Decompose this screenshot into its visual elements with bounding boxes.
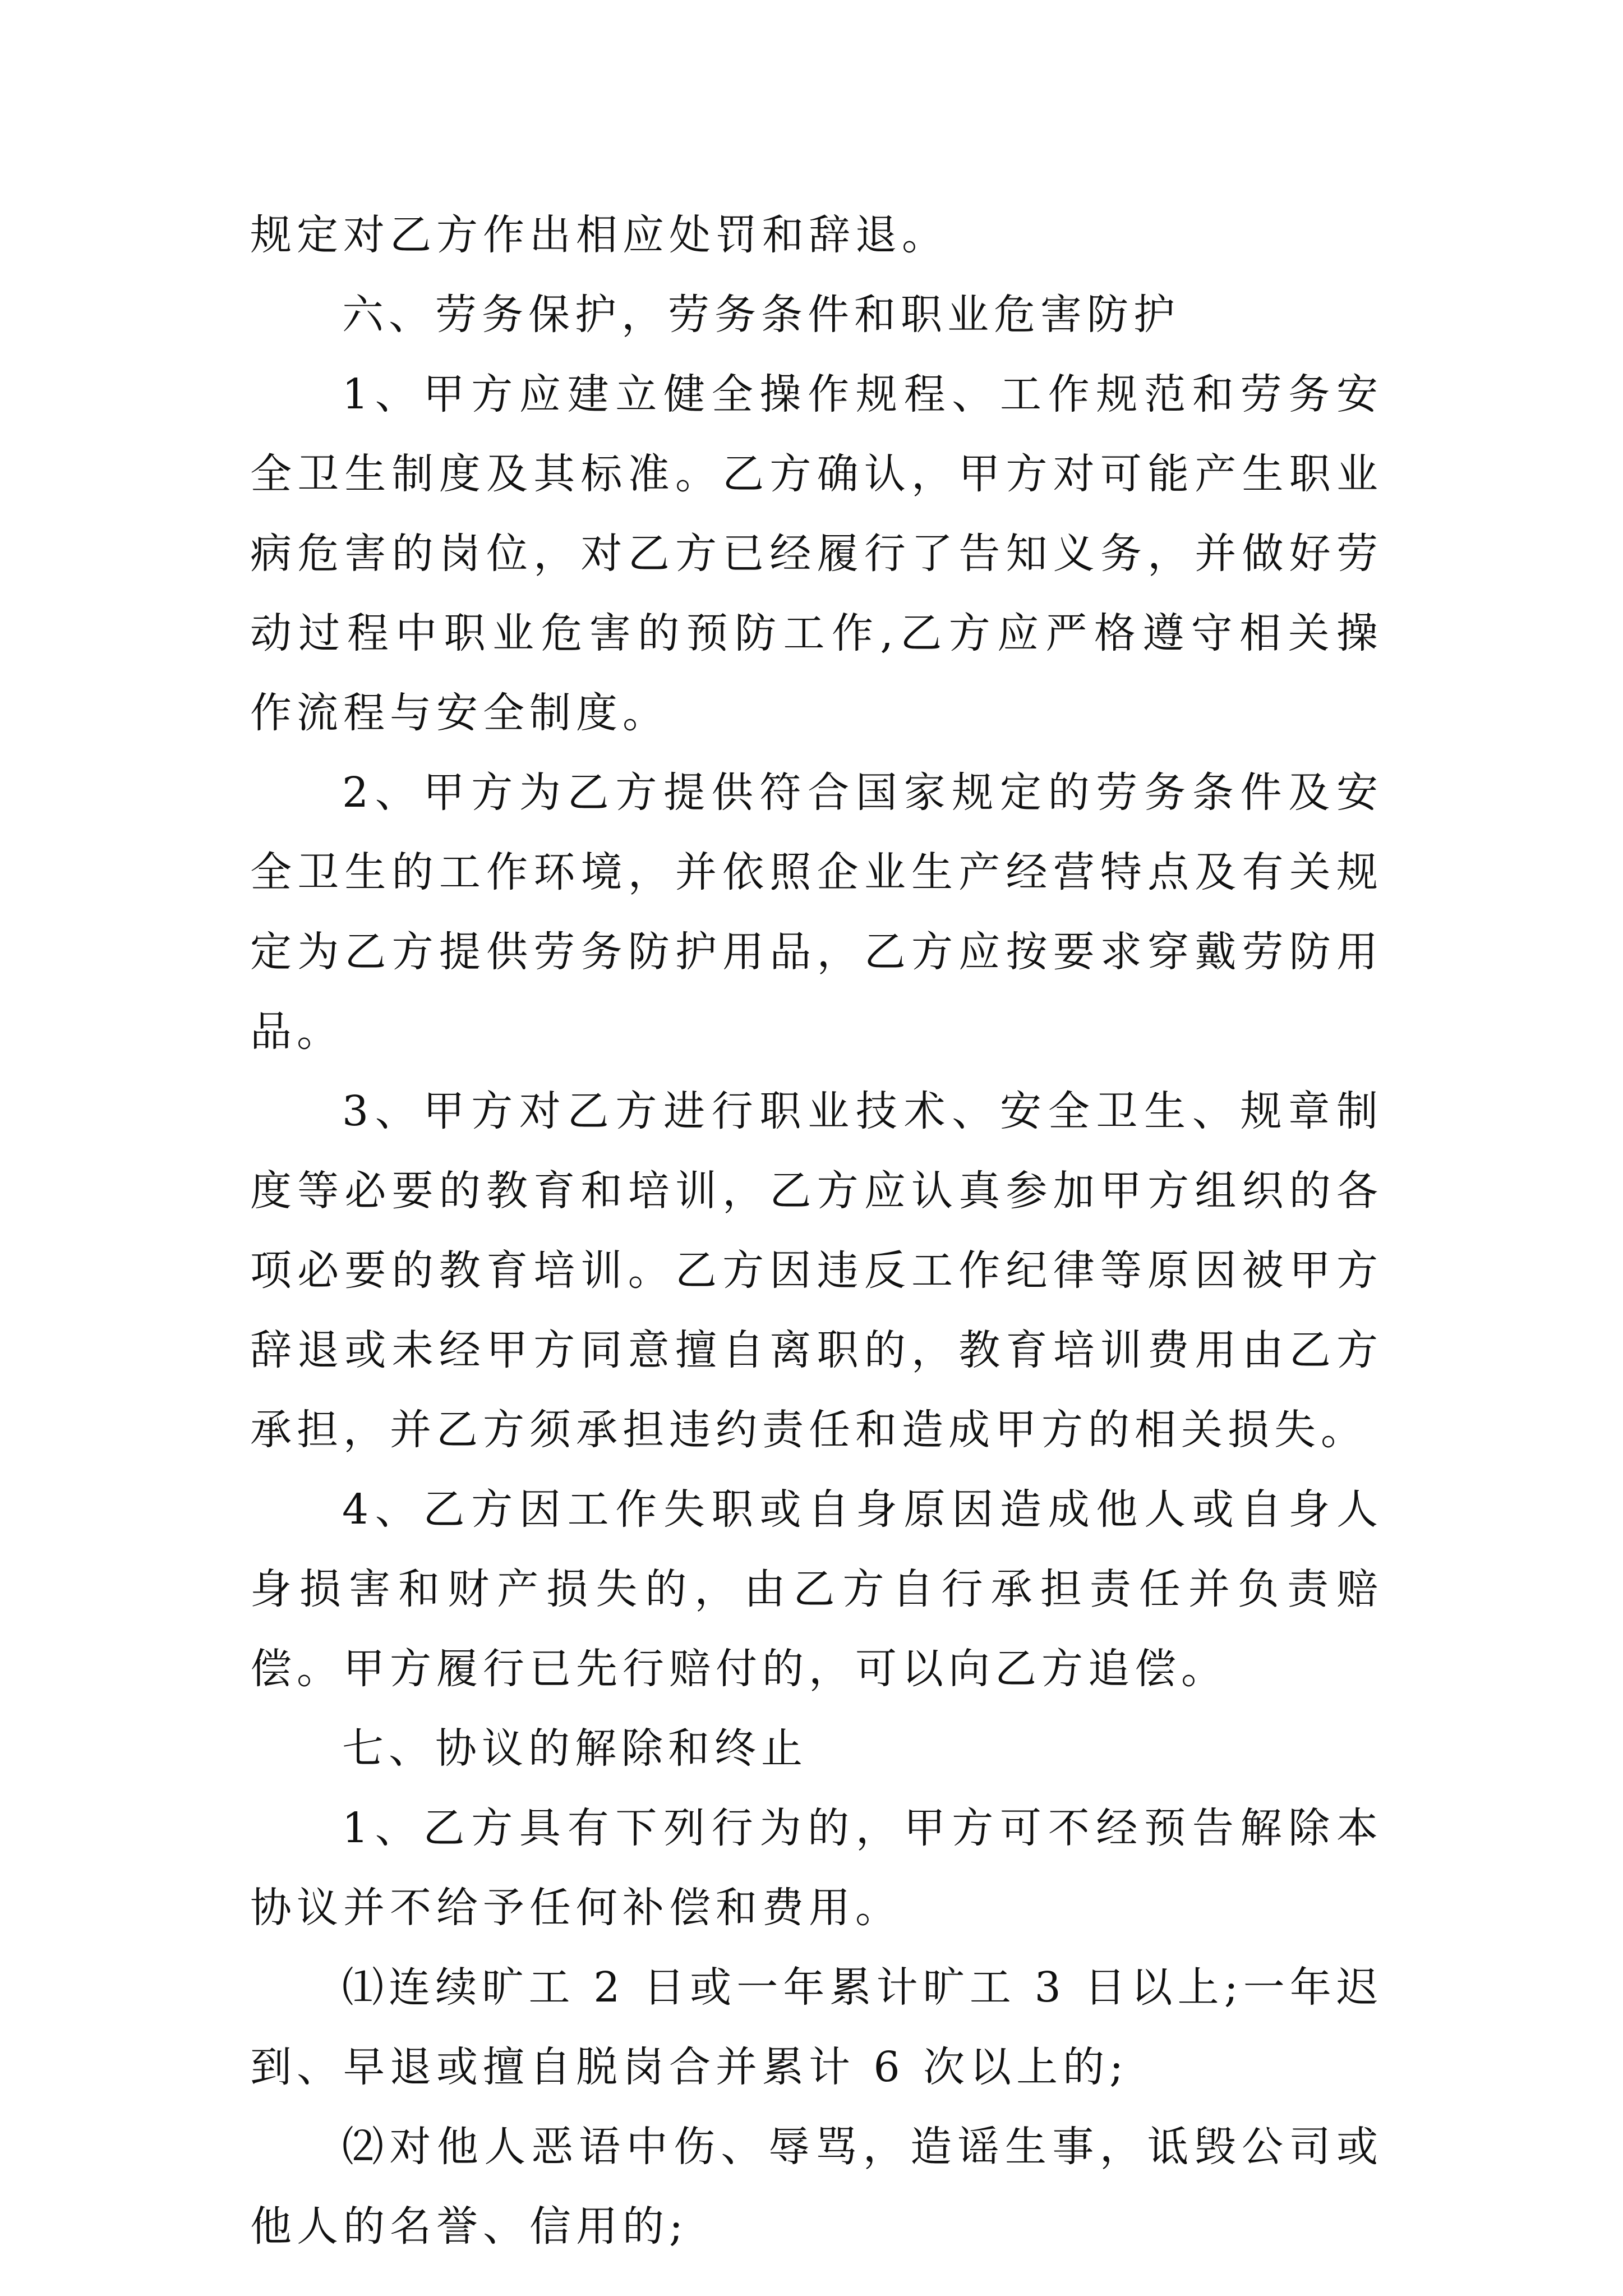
document-body: [250, 195, 1383, 2266]
paragraph: 规定对乙方作出相应处罚和辞退。: [250, 211, 948, 259]
list-item: ⑴连续旷工 2 日或一年累计旷工 3 日以上;一年迟到、早退或擅自脱岗合并累计 6 次以上的;: [250, 1963, 1383, 2091]
list-item: ⑵对他人恶语中伤、辱骂，造谣生事，诋毁公司或他人的名誉、信用的;: [250, 2123, 1383, 2251]
section-heading: 七、协议的解除和终止: [342, 1724, 808, 1773]
paragraph: 1、甲方应建立健全操作规程、工作规范和劳务安全卫生制度及其标准。乙方确认，甲方对可能产生职业病危害的岗位，对乙方已经履行了告知义务，并做好劳动过程中职业危害的预防工作,乙方应严格遵守相关操作流程与安全制度。: [250, 370, 1383, 737]
paragraph: 4、乙方因工作失职或自身原因造成他人或自身人身损害和财产损失的，由乙方自行承担责任并负责赔偿。甲方履行已先行赔付的，可以向乙方追偿。: [250, 1485, 1383, 1693]
paragraph: 1、乙方具有下列行为的，甲方可不经预告解除本协议并不给予任何补偿和费用。: [250, 1804, 1383, 1932]
paragraph: 3、甲方对乙方进行职业技术、安全卫生、规章制度等必要的教育和培训，乙方应认真参加甲方组织的各项必要的教育培训。乙方因违反工作纪律等原因被甲方辞退或未经甲方同意擅自离职的，教育培训费用由乙方承担，并乙方须承担违约责任和造成甲方的相关损失。: [250, 1087, 1383, 1454]
paragraph: 2、甲方为乙方提供符合国家规定的劳务条件及安全卫生的工作环境，并依照企业生产经营特点及有关规定为乙方提供劳务防护用品，乙方应按要求穿戴劳防用品。: [250, 769, 1383, 1056]
section-heading: 六、劳务保护，劳务条件和职业危害防护: [342, 291, 1180, 339]
